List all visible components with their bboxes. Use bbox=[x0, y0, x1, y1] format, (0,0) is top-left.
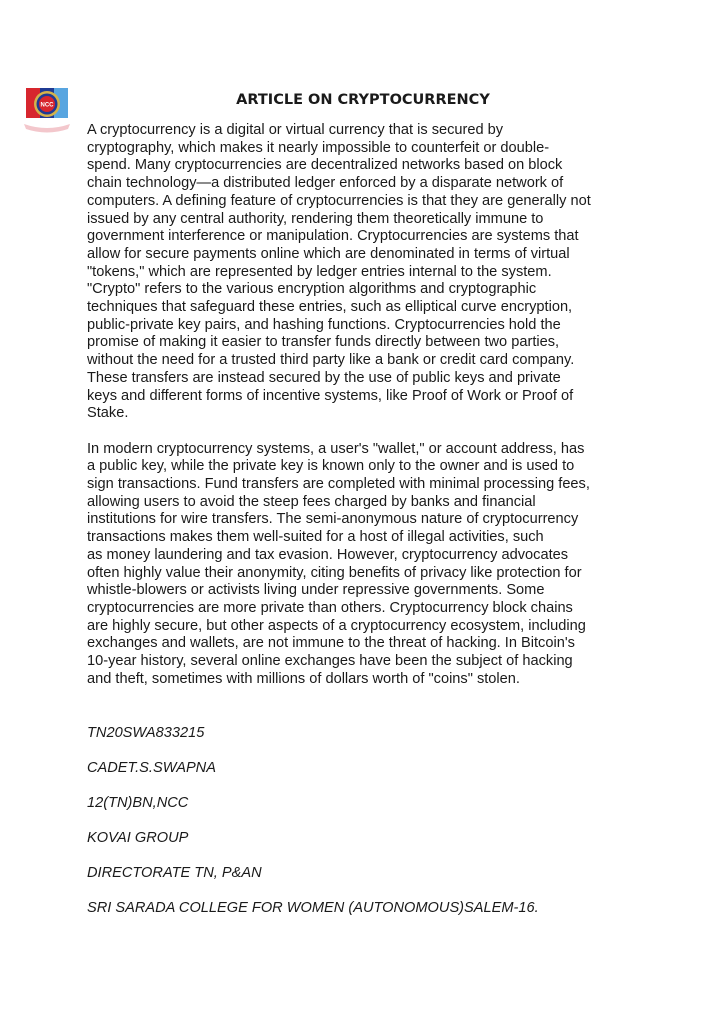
article-line: government interference or manipulation. Cryptocurrencies are systems that bbox=[87, 228, 579, 245]
article-line: often highly value their anonymity, citing benefits of privacy like protection for bbox=[87, 564, 582, 581]
article-line: whistle-blowers or activists living under repressive governments. Some bbox=[87, 582, 545, 599]
group: KOVAI GROUP bbox=[87, 830, 189, 846]
article-line: chain technology—a distributed ledger enforced by a disparate network of bbox=[87, 175, 564, 192]
article-line: sign transactions. Fund transfers are completed with minimal processing fees, bbox=[87, 476, 590, 493]
article-line: a public key, while the private key is known only to the owner and is used to bbox=[87, 458, 575, 475]
article-line: In modern cryptocurrency systems, a user's "wallet," or account address, has bbox=[87, 440, 585, 457]
article-line: computers. A defining feature of cryptocurrencies is that they are generally not bbox=[87, 192, 591, 209]
article-line: transactions makes them well-suited for a host of illegal activities, such bbox=[87, 529, 544, 546]
directorate: DIRECTORATE TN, P&AN bbox=[87, 865, 262, 881]
article-line: exchanges and wallets, are not immune to the threat of hacking. In Bitcoin's bbox=[87, 635, 575, 652]
article-line: 10-year history, several online exchanges have been the subject of hacking bbox=[87, 653, 573, 670]
article-line: Stake. bbox=[87, 405, 129, 422]
article-paragraph-1 bbox=[87, 122, 647, 423]
cadet-id: TN20SWA833215 bbox=[87, 725, 205, 741]
article-line: keys and different forms of incentive systems, like Proof of Work or Proof of bbox=[87, 387, 574, 404]
article-line: These transfers are instead secured by the use of public keys and private bbox=[87, 369, 561, 386]
college: SRI SARADA COLLEGE FOR WOMEN (AUTONOMOUS)SALEM-16. bbox=[87, 900, 539, 916]
article-line: promise of making it easier to transfer funds directly between two parties, bbox=[87, 334, 560, 351]
article-line: allow for secure payments online which are denominated in terms of virtual bbox=[87, 245, 570, 262]
battalion: 12(TN)BN,NCC bbox=[87, 795, 189, 811]
article-line: and theft, sometimes with millions of dollars worth of "coins" stolen. bbox=[87, 670, 520, 687]
article-line: spend. Many cryptocurrencies are decentralized networks based on block bbox=[87, 157, 563, 174]
article-line: institutions for wire transfers. The semi-anonymous nature of cryptocurrency bbox=[87, 511, 579, 528]
article-line: allowing users to avoid the steep fees charged by banks and financial bbox=[87, 493, 536, 510]
article-line: "tokens," which are represented by ledger entries internal to the system. bbox=[87, 263, 552, 280]
svg-text:NCC: NCC bbox=[40, 102, 54, 109]
article-line: "Crypto" refers to the various encryption algorithms and cryptographic bbox=[87, 281, 537, 298]
article-paragraph-2 bbox=[87, 441, 647, 689]
article-title-text: ARTICLE ON CRYPTOCURRENCY bbox=[236, 92, 490, 108]
article-line: A cryptocurrency is a digital or virtual currency that is secured by bbox=[87, 122, 504, 138]
article-line: as money laundering and tax evasion. However, cryptocurrency advocates bbox=[87, 546, 569, 563]
article-line: cryptography, which makes it nearly impossible to counterfeit or double- bbox=[87, 139, 550, 156]
article-line: cryptocurrencies are more private than others. Cryptocurrency block chains bbox=[87, 599, 573, 616]
cadet-name: CADET.S.SWAPNA bbox=[87, 760, 216, 776]
article-body bbox=[87, 122, 647, 688]
article-title bbox=[0, 92, 726, 108]
article-line: issued by any central authority, rendering them theoretically immune to bbox=[87, 210, 544, 227]
article-line: public-private key pairs, and hashing functions. Cryptocurrencies hold the bbox=[87, 316, 561, 333]
article-line: techniques that safeguard these entries, such as elliptical curve encryption, bbox=[87, 299, 573, 316]
article-line: are highly secure, but other aspects of a cryptocurrency ecosystem, including bbox=[87, 617, 586, 634]
article-line: without the need for a trusted third party like a bank or credit card company. bbox=[87, 352, 575, 369]
